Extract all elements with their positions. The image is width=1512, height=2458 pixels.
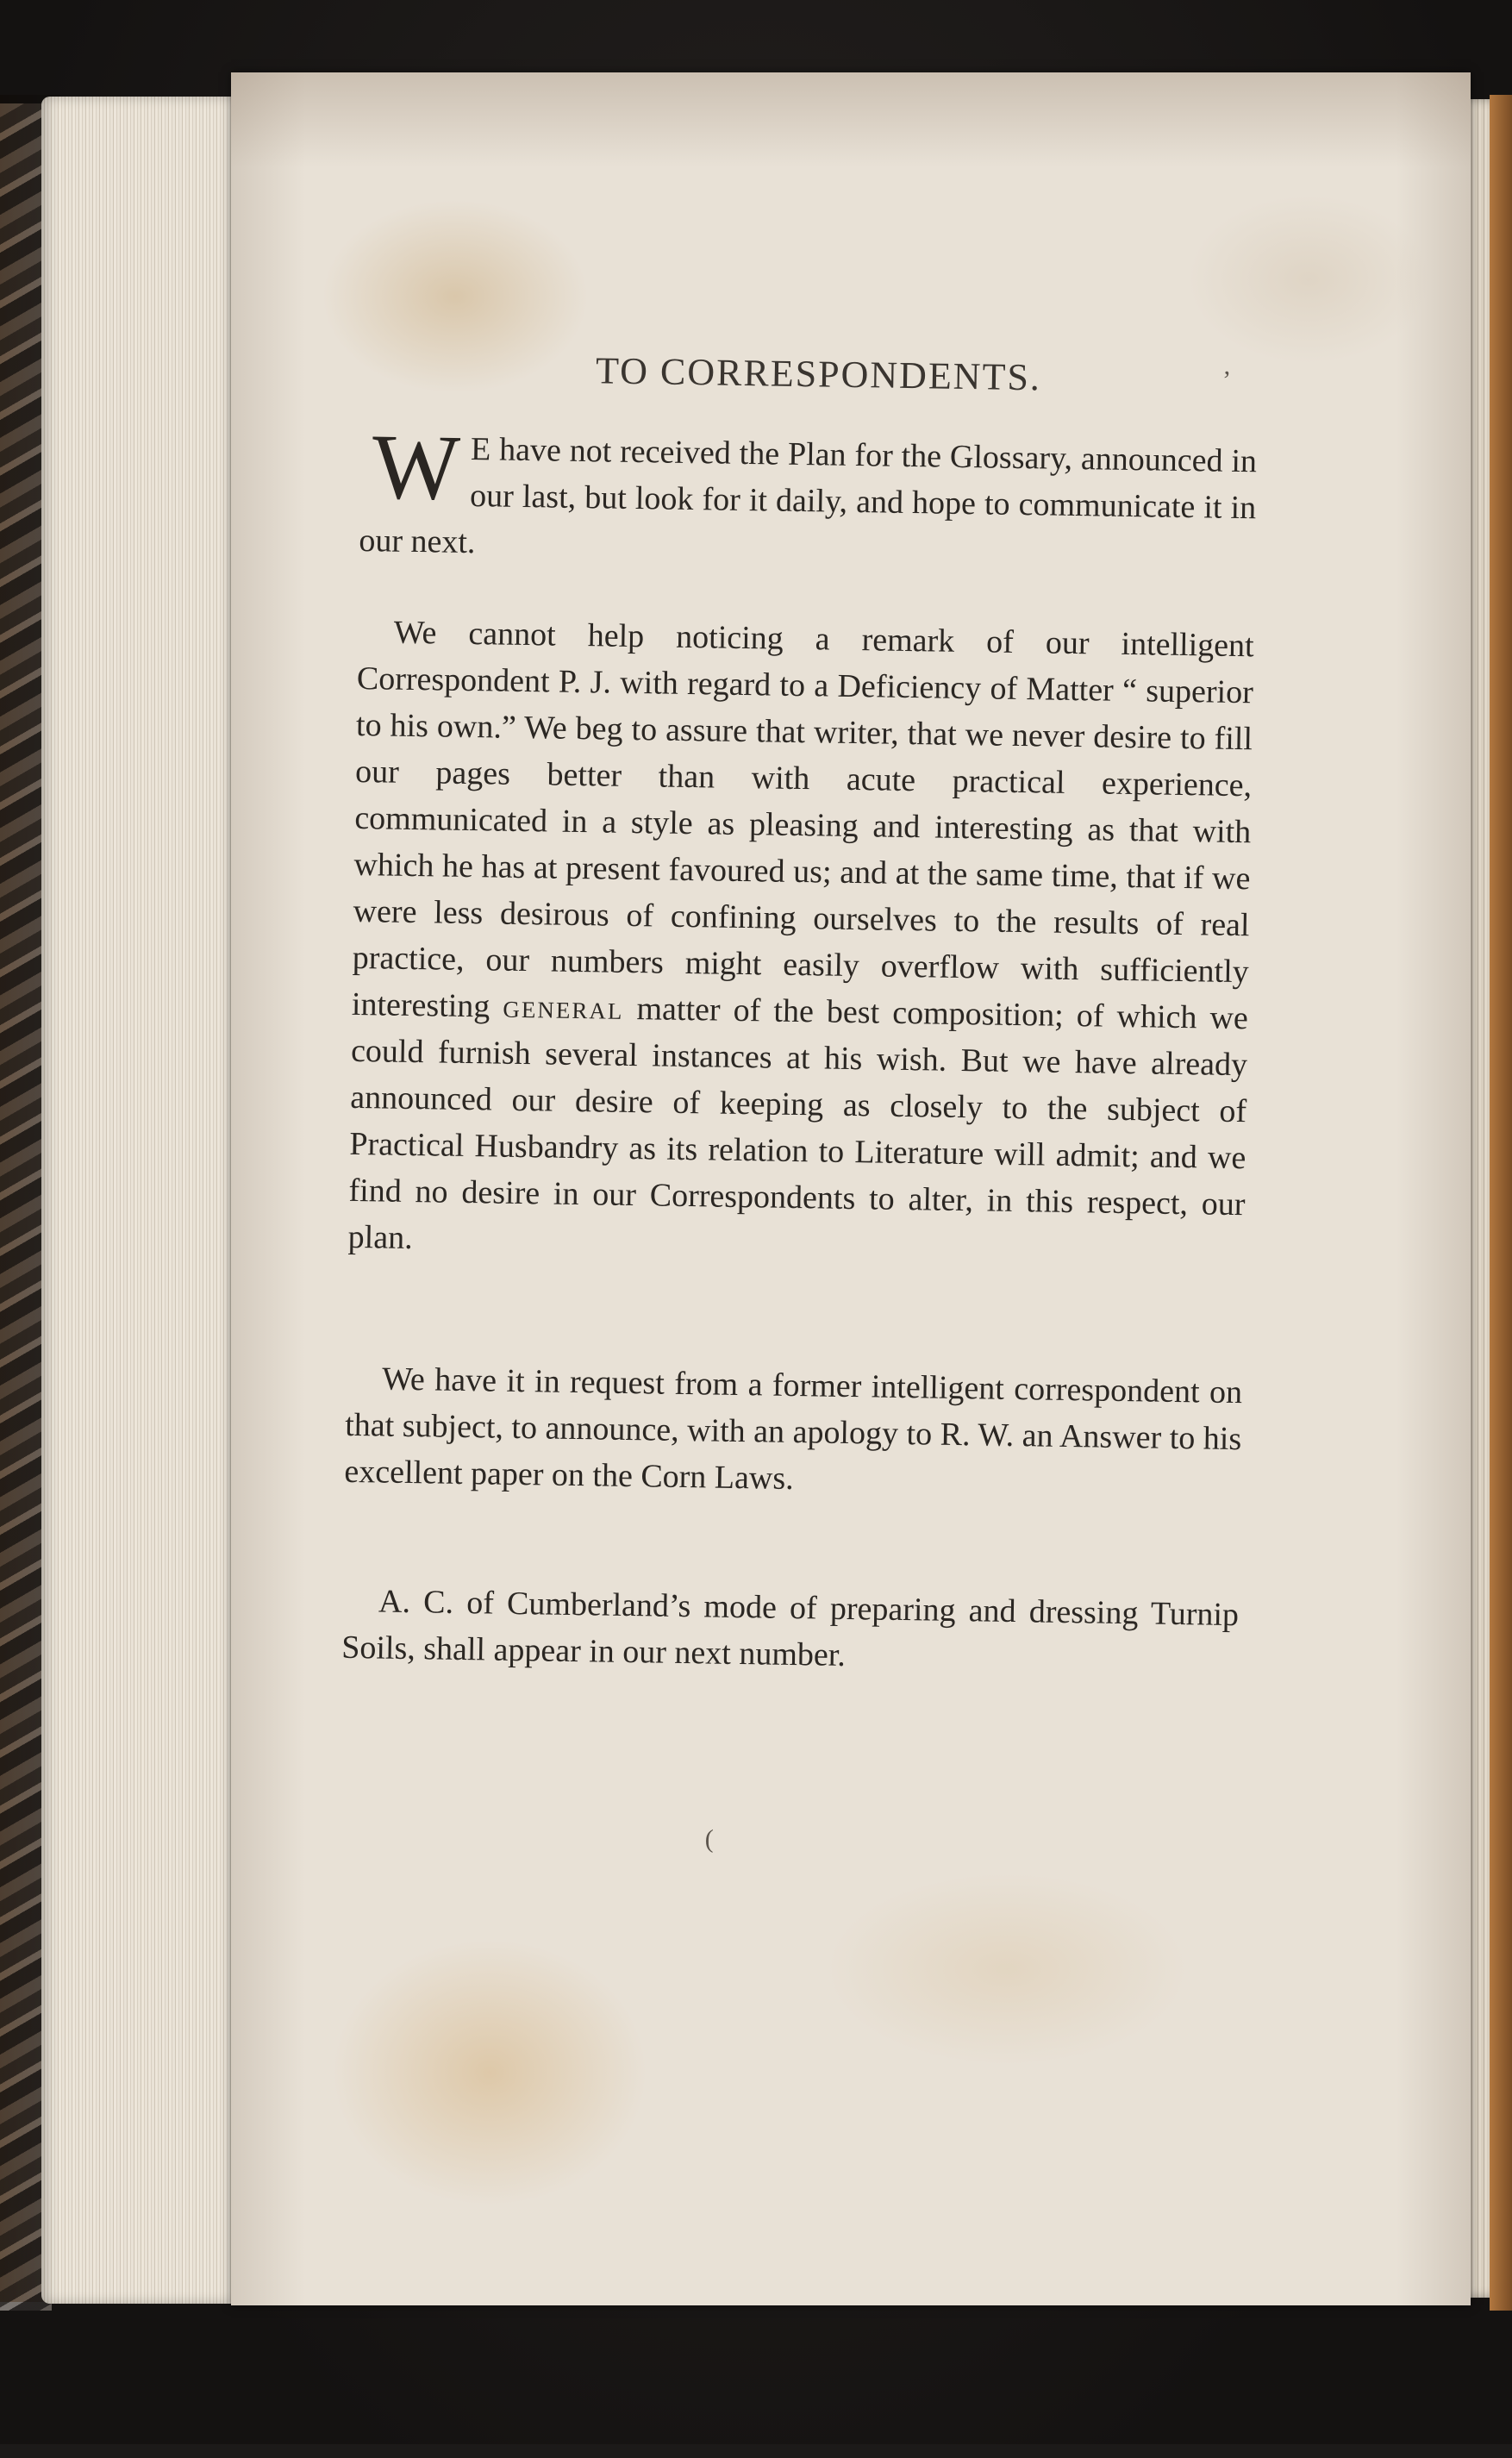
paragraph-text: A. C. of Cumberland’s mode of preparing and dressing Turnip Soils, shall appear in our next number.: [341, 1583, 1240, 1673]
paragraph-text-before: We cannot help noticing a remark of our intelligent Correspondent P. J. with regard to a Deficiency of Matter “ superior to his own.” We beg to assure that writer, that we never desire to fill our pages better than with acute practical experience, communicated in a style as pleasing and interesting as that with which he has at present favoured us; and at the same time, that if we were less desirous of confining ourselves to the results of real practice, our numbers might easily overflow with sufficiently interesting: [351, 614, 1254, 1025]
drop-cap: W: [371, 416, 461, 520]
stray-mark: (: [704, 1824, 715, 1854]
paragraph-text-after: matter of the best composition; of which we could furnish several instances at his wish. But we have already announced our desire of keeping as closely to the subject of Practical Husbandry as its relation to Literature will admit; and we find no desire in our Correspondents to alter, in this respect, our plan.: [347, 990, 1249, 1257]
paragraph-deficiency: [347, 609, 1254, 1274]
page-block-left: [41, 97, 241, 2304]
page-title: TO CORRESPONDENTS.: [595, 349, 1042, 399]
small-caps-word: general: [503, 988, 624, 1027]
paragraph-turnip-soils: [341, 1578, 1240, 1685]
paragraph-glossary: [359, 416, 1258, 578]
stray-mark: ,: [1223, 351, 1231, 380]
paragraph-text: E have not received the Plan for the Glossary, announced in our last, but look for it daily, and hope to communicate it in our next.: [359, 430, 1258, 561]
page-content: [329, 0, 1281, 2458]
paragraph-corn-laws: [344, 1355, 1242, 1509]
leather-board-right: [1490, 95, 1512, 2311]
paragraph-text: We have it in request from a former intelligent correspondent on that subject, to announce, with an apology to R. W. an Answer to his excellent paper on the Corn Laws.: [344, 1360, 1243, 1498]
